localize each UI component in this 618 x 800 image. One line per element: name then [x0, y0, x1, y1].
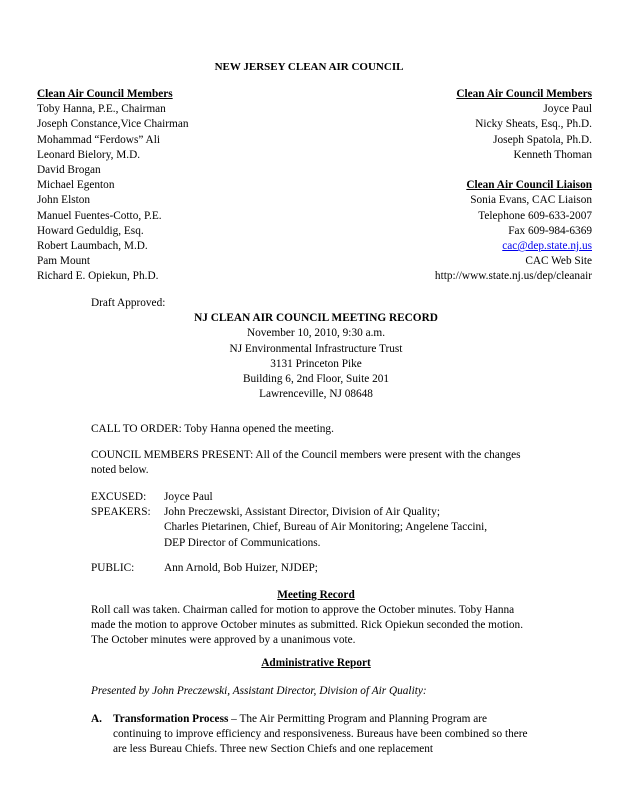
council-title: NEW JERSEY CLEAN AIR COUNCIL: [214, 61, 404, 73]
member-name: Joyce Paul: [543, 103, 592, 116]
meeting-address-line: Lawrenceville, NJ 08648: [259, 388, 373, 401]
right-members-heading: Clean Air Council Members: [456, 88, 592, 100]
members-present: COUNCIL MEMBERS PRESENT: All of the Council members were present with the changes noted below.: [91, 449, 521, 477]
member-name: Toby Hanna, P.E., Chairman: [37, 103, 166, 116]
speakers-label: SPEAKERS:: [91, 506, 151, 519]
call-to-order: CALL TO ORDER: Toby Hanna opened the meeting.: [91, 423, 334, 435]
liaison-heading: Clean Air Council Liaison: [466, 179, 592, 192]
website-url: http://www.state.nj.us/dep/cleanair: [434, 270, 592, 283]
presented-by: Presented by John Preczewski, Assistant Director, Division of Air Quality:: [91, 685, 427, 697]
member-name: John Elston: [37, 194, 91, 207]
item-a-title: Transformation Process: [113, 713, 229, 725]
member-name: David Brogan: [37, 164, 101, 177]
item-a-text: – The Air Permitting Program and Planning Program are continuing to improve efficiency and responsiveness. Bureaus have been combined so there are less Bureau Chiefs. Three new Section Chiefs and one replacement: [113, 713, 528, 756]
meeting-record-text: Roll call was taken. Chairman called for motion to approve the October minutes. Toby Hanna made the motion to approve October minutes as submitted. Rick Opiekun seconded the motion. The October minutes were approved by a unanimous vote.: [91, 604, 524, 647]
member-name: Manuel Fuentes-Cotto, P.E.: [37, 209, 162, 222]
member-name: Howard Geduldig, Esq.: [37, 224, 144, 237]
item-a: [91, 712, 531, 758]
liaison-fax: Fax 609-984-6369: [508, 224, 592, 237]
right-member-column: [435, 87, 592, 285]
meeting-date: November 10, 2010, 9:30 a.m.: [246, 327, 386, 340]
member-name: Mohammad “Ferdows” Ali: [37, 133, 160, 146]
item-a-label: A.: [91, 713, 102, 725]
meeting-address-line: Building 6, 2nd Floor, Suite 201: [242, 373, 390, 385]
public-row: [91, 561, 318, 576]
member-name: Pam Mount: [37, 255, 91, 268]
member-name: Richard E. Opiekun, Ph.D.: [37, 270, 159, 283]
administrative-report-heading: Administrative Report: [261, 657, 371, 669]
speakers-line: John Preczewski, Assistant Director, Division of Air Quality;: [164, 506, 440, 519]
member-name: Michael Egenton: [37, 179, 115, 192]
liaison-telephone: Telephone 609-633-2007: [478, 209, 592, 222]
meeting-venue: NJ Environmental Infrastructure Trust: [229, 342, 403, 355]
excused-label: EXCUSED:: [91, 491, 147, 503]
member-name: Leonard Bielory, M.D.: [37, 148, 141, 161]
website-label: CAC Web Site: [525, 255, 592, 268]
meeting-record-title: NJ CLEAN AIR COUNCIL MEETING RECORD: [194, 312, 438, 325]
meeting-address-line: 3131 Princeton Pike: [270, 357, 362, 370]
excused-value: Joyce Paul: [164, 491, 213, 503]
left-member-column: [37, 87, 188, 285]
public-value: Ann Arnold, Bob Huizer, NJDEP;: [164, 562, 318, 574]
member-name: Joseph Spatola, Ph.D.: [493, 133, 592, 146]
speakers-line: DEP Director of Communications.: [164, 536, 321, 549]
public-label: PUBLIC:: [91, 562, 135, 574]
draft-approved-label: Draft Approved:: [91, 297, 166, 309]
speakers-line: Charles Pietarinen, Chief, Bureau of Air Monitoring; Angelene Taccini,: [164, 521, 488, 534]
member-name: Nicky Sheats, Esq., Ph.D.: [475, 118, 592, 131]
attendance-block: [91, 490, 487, 551]
meeting-record-heading: Meeting Record: [277, 589, 355, 601]
member-name: Kenneth Thoman: [513, 148, 592, 161]
liaison-email-link[interactable]: cac@dep.state.nj.us: [502, 240, 592, 253]
member-name: Joseph Constance,Vice Chairman: [37, 118, 189, 131]
liaison-name: Sonia Evans, CAC Liaison: [470, 194, 592, 207]
left-members-heading: Clean Air Council Members: [37, 88, 173, 100]
meeting-record-header: [0, 296, 618, 402]
spacer: [435, 163, 592, 178]
member-name: Robert Laumbach, M.D.: [37, 240, 148, 253]
